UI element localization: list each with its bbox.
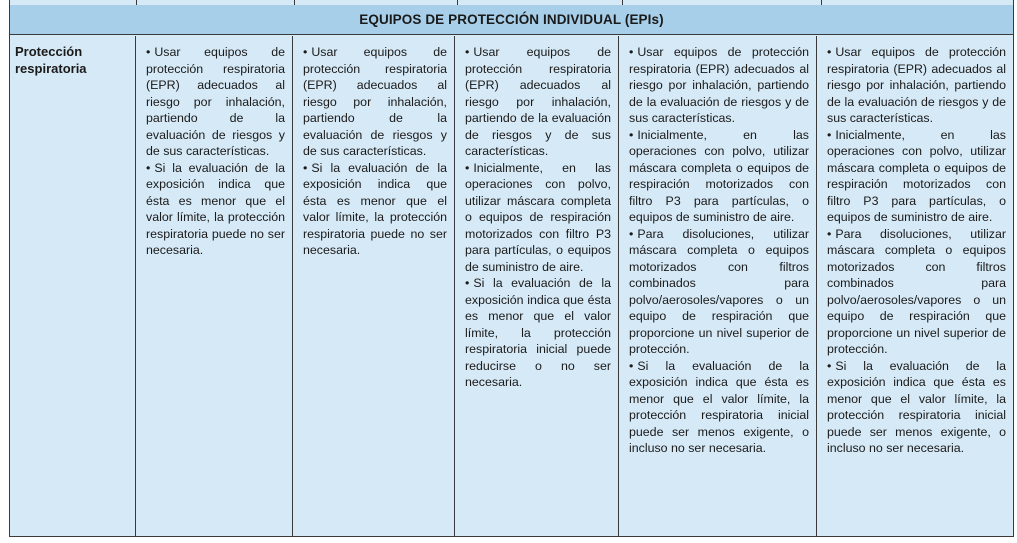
list-item-text: Inicialmente, en las operaciones con polvo, utilizar máscara completa o equipos de respiración motorizados con filtro P3 para partículas, o equipos de suministro de aire. bbox=[465, 160, 611, 274]
list-item-text: Usar equipos de protección respiratoria (EPR) adecuados al riesgo por inhalación, partiendo de la evaluación de riesgos y de sus características. bbox=[303, 45, 447, 158]
column-4 bbox=[619, 36, 817, 536]
list-item bbox=[465, 275, 611, 391]
list-item bbox=[465, 160, 611, 276]
list-item-text: Usar equipos de protección respiratoria (EPR) adecuados al riesgo por inhalación, partiendo de la evaluación de riesgos y de sus características. bbox=[146, 45, 285, 158]
list-item-text: Para disoluciones, utilizar máscara completa o equipos motorizados con filtros combinados para polvo/aerosoles/vapores o un equipo de respiración que proporcione un nivel superior de protección. bbox=[827, 226, 1006, 356]
list-item bbox=[303, 160, 447, 259]
epi-table bbox=[9, 0, 1014, 537]
list-item-text: Para disoluciones, utilizar máscara completa o equipos motorizados con filtros combinados para polvo/aerosoles/vapores o un equipo de respiración que proporcione un nivel superior de protección. bbox=[629, 226, 809, 356]
bullet-icon: • bbox=[629, 127, 634, 142]
row-label: Protección respiratoria bbox=[10, 36, 136, 536]
bullet-icon: • bbox=[629, 45, 634, 59]
list-item bbox=[465, 44, 611, 160]
list-item-text: Inicialmente, en las operaciones con polvo, utilizar máscara completa o equipos de respiración motorizados con filtro P3 para partículas, o equipos de suministro de aire. bbox=[827, 127, 1006, 224]
table-title: EQUIPOS DE PROTECCIÓN INDIVIDUAL (EPIs) bbox=[10, 5, 1013, 35]
column-5 bbox=[817, 36, 1013, 536]
list-item bbox=[827, 127, 1006, 226]
bullet-icon: • bbox=[303, 160, 308, 175]
table-body bbox=[10, 36, 1013, 536]
bullet-icon: • bbox=[465, 276, 470, 290]
column-1 bbox=[136, 36, 293, 536]
list-item-text: Si la evaluación de la exposición indica que ésta es menor que el valor límite, la protección respiratoria puede no ser necesaria. bbox=[146, 160, 285, 257]
list-item-text: Usar equipos de protección respiratoria (EPR) adecuados al riesgo por inhalación, partiendo de la evaluación de riesgos y de sus características. bbox=[827, 45, 1006, 125]
list-item-text: Si la evaluación de la exposición indica que ésta es menor que el valor límite, la protección respiratoria inicial puede ser menos exigente, o incluso no ser necesaria. bbox=[827, 358, 1006, 455]
bullet-icon: • bbox=[827, 45, 832, 59]
list-item bbox=[146, 44, 285, 160]
list-item bbox=[827, 226, 1006, 358]
bullet-icon: • bbox=[629, 226, 634, 241]
bullet-icon: • bbox=[303, 45, 308, 59]
list-item bbox=[827, 358, 1006, 457]
column-2 bbox=[293, 36, 455, 536]
list-item bbox=[629, 127, 809, 226]
list-item bbox=[629, 226, 809, 358]
list-item-text: Usar equipos de protección respiratoria (EPR) adecuados al riesgo por inhalación, partiendo de la evaluación de riesgos y de sus características. bbox=[629, 45, 809, 125]
bullet-icon: • bbox=[465, 45, 470, 59]
bullet-icon: • bbox=[827, 226, 832, 241]
list-item bbox=[629, 44, 809, 127]
bullet-icon: • bbox=[146, 45, 151, 59]
list-item bbox=[629, 358, 809, 457]
list-item bbox=[146, 160, 285, 259]
bullet-icon: • bbox=[827, 127, 832, 142]
list-item bbox=[303, 44, 447, 160]
list-item bbox=[827, 44, 1006, 127]
list-item-text: Inicialmente, en las operaciones con polvo, utilizar máscara completa o equipos de respiración motorizados con filtro P3 para partículas, o equipos de suministro de aire. bbox=[629, 127, 809, 224]
bullet-icon: • bbox=[629, 358, 634, 373]
list-item-text: Si la evaluación de la exposición indica que ésta es menor que el valor límite, la protección respiratoria inicial puede ser menos exigente, o incluso no ser necesaria. bbox=[629, 358, 809, 455]
bullet-icon: • bbox=[465, 160, 470, 175]
bullet-icon: • bbox=[827, 358, 832, 373]
list-item-text: Si la evaluación de la exposición indica que ésta es menor que el valor límite, la protección respiratoria puede no ser necesaria. bbox=[303, 160, 447, 257]
list-item-text: Si la evaluación de la exposición indica que ésta es menor que el valor límite, la protección respiratoria inicial puede reducirse o no ser necesaria. bbox=[465, 276, 611, 389]
bullet-icon: • bbox=[146, 160, 151, 175]
column-3 bbox=[455, 36, 619, 536]
list-item-text: Usar equipos de protección respiratoria (EPR) adecuados al riesgo por inhalación, partiendo de la evaluación de riesgos y de sus características. bbox=[465, 45, 611, 158]
